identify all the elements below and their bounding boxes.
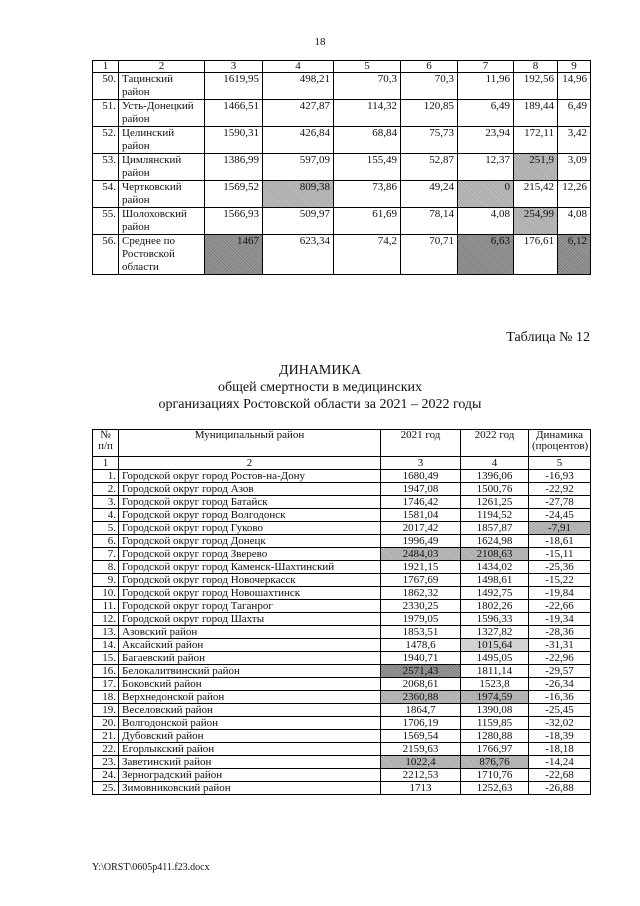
value-2022: 1500,76	[461, 483, 529, 496]
value-cell: 61,69	[334, 208, 401, 235]
top-header-cell: 5	[334, 61, 401, 73]
table-row	[93, 691, 591, 704]
table-row	[93, 665, 591, 678]
top-header-cell: 2	[119, 61, 205, 73]
table-row	[93, 561, 591, 574]
table-row	[93, 181, 591, 208]
value-2021: 2017,42	[381, 522, 461, 535]
value-dynamics: -18,61	[529, 535, 591, 548]
value-2022: 1624,98	[461, 535, 529, 548]
value-dynamics: -14,24	[529, 756, 591, 769]
value-2022: 1159,85	[461, 717, 529, 730]
table-row	[93, 626, 591, 639]
table-row	[93, 127, 591, 154]
row-number: 22.	[93, 743, 119, 756]
district-name: Дубовский район	[119, 730, 381, 743]
header-2022: 2022 год	[461, 430, 529, 457]
value-2022: 1802,26	[461, 600, 529, 613]
district-name: Целинский район	[119, 127, 205, 154]
row-number: 2.	[93, 483, 119, 496]
table-label: Таблица № 12	[506, 330, 590, 345]
value-cell: 192,56	[514, 73, 558, 100]
column-number-cell: 5	[529, 457, 591, 470]
row-number: 3.	[93, 496, 119, 509]
row-number: 55.	[93, 208, 119, 235]
row-number: 6.	[93, 535, 119, 548]
value-cell: 12,26	[558, 181, 591, 208]
value-cell: 73,86	[334, 181, 401, 208]
table-row	[93, 730, 591, 743]
value-cell: 1569,52	[205, 181, 263, 208]
table-row	[93, 756, 591, 769]
header-district: Муниципальный район	[119, 430, 381, 457]
top-table-body	[93, 61, 591, 275]
table-row	[93, 496, 591, 509]
top-header-cell: 1	[93, 61, 119, 73]
value-cell: 6,49	[558, 100, 591, 127]
value-cell: 14,96	[558, 73, 591, 100]
value-2022: 1280,88	[461, 730, 529, 743]
value-2022: 1390,08	[461, 704, 529, 717]
value-2021: 1767,69	[381, 574, 461, 587]
value-cell: 78,14	[401, 208, 458, 235]
row-number: 20.	[93, 717, 119, 730]
value-dynamics: -7,91	[529, 522, 591, 535]
value-2022: 1811,14	[461, 665, 529, 678]
table-row	[93, 509, 591, 522]
column-number-cell: 1	[93, 457, 119, 470]
row-number: 5.	[93, 522, 119, 535]
value-cell: 809,38	[263, 181, 334, 208]
value-2021: 2068,61	[381, 678, 461, 691]
table-row	[93, 208, 591, 235]
row-number: 7.	[93, 548, 119, 561]
district-name: Городской округ город Донецк	[119, 535, 381, 548]
district-name: Городской округ город Гуково	[119, 522, 381, 535]
value-2021: 1940,71	[381, 652, 461, 665]
value-dynamics: -27,78	[529, 496, 591, 509]
district-name: Городской округ город Ростов-на-Дону	[119, 470, 381, 483]
column-number-cell: 2	[119, 457, 381, 470]
value-2021: 2484,03	[381, 548, 461, 561]
bottom-table-body	[93, 430, 591, 795]
table-row	[93, 483, 591, 496]
value-2022: 876,76	[461, 756, 529, 769]
row-number: 50.	[93, 73, 119, 100]
value-2021: 2159,63	[381, 743, 461, 756]
row-number: 53.	[93, 154, 119, 181]
row-number: 18.	[93, 691, 119, 704]
value-cell: 254,99	[514, 208, 558, 235]
value-cell: 23,94	[458, 127, 514, 154]
value-2021: 2360,88	[381, 691, 461, 704]
table-row	[93, 639, 591, 652]
value-2021: 2330,25	[381, 600, 461, 613]
district-name: Городской округ город Зверево	[119, 548, 381, 561]
value-2021: 1022,4	[381, 756, 461, 769]
value-2022: 1596,33	[461, 613, 529, 626]
bottom-header-row	[93, 430, 591, 457]
row-number: 51.	[93, 100, 119, 127]
district-name: Заветинский район	[119, 756, 381, 769]
value-dynamics: -18,39	[529, 730, 591, 743]
value-cell: 0	[458, 181, 514, 208]
value-2022: 1495,05	[461, 652, 529, 665]
value-2022: 1015,64	[461, 639, 529, 652]
value-2021: 1864,7	[381, 704, 461, 717]
row-number: 10.	[93, 587, 119, 600]
table-row	[93, 652, 591, 665]
value-dynamics: -19,84	[529, 587, 591, 600]
header-num: № п/п	[93, 430, 119, 457]
table-row	[93, 743, 591, 756]
table-row	[93, 600, 591, 613]
row-number: 13.	[93, 626, 119, 639]
row-number: 4.	[93, 509, 119, 522]
value-cell: 6,49	[458, 100, 514, 127]
district-name: Городской округ город Волгодонск	[119, 509, 381, 522]
value-2021: 1921,15	[381, 561, 461, 574]
district-name: Волгодонской район	[119, 717, 381, 730]
district-name: Городской округ город Шахты	[119, 613, 381, 626]
row-number: 1.	[93, 470, 119, 483]
value-cell: 1466,51	[205, 100, 263, 127]
value-dynamics: -16,36	[529, 691, 591, 704]
row-number: 25.	[93, 782, 119, 795]
value-cell: 49,24	[401, 181, 458, 208]
value-2022: 1194,52	[461, 509, 529, 522]
value-2021: 1853,51	[381, 626, 461, 639]
top-header-cell: 3	[205, 61, 263, 73]
value-2021: 1947,08	[381, 483, 461, 496]
value-2022: 1492,75	[461, 587, 529, 600]
district-name: Цимлянский район	[119, 154, 205, 181]
district-name: Усть-Донецкий район	[119, 100, 205, 127]
value-cell: 3,42	[558, 127, 591, 154]
row-number: 52.	[93, 127, 119, 154]
bottom-column-number-row	[93, 457, 591, 470]
value-2021: 1713	[381, 782, 461, 795]
value-2021: 2571,43	[381, 665, 461, 678]
column-number-cell: 4	[461, 457, 529, 470]
top-header-row	[93, 61, 591, 73]
value-2021: 1996,49	[381, 535, 461, 548]
row-number: 16.	[93, 665, 119, 678]
table-row	[93, 678, 591, 691]
value-cell: 4,08	[458, 208, 514, 235]
value-2021: 1706,19	[381, 717, 461, 730]
district-name: Городской округ город Батайск	[119, 496, 381, 509]
value-cell: 74,2	[334, 235, 401, 275]
value-2022: 1252,63	[461, 782, 529, 795]
value-2022: 1498,61	[461, 574, 529, 587]
row-number: 9.	[93, 574, 119, 587]
district-name: Азовский район	[119, 626, 381, 639]
table-row	[93, 100, 591, 127]
value-2022: 1974,59	[461, 691, 529, 704]
top-header-cell: 7	[458, 61, 514, 73]
table-row	[93, 574, 591, 587]
value-dynamics: -22,68	[529, 769, 591, 782]
value-2022: 1710,76	[461, 769, 529, 782]
value-cell: 1619,95	[205, 73, 263, 100]
row-number: 11.	[93, 600, 119, 613]
value-cell: 426,84	[263, 127, 334, 154]
header-2021: 2021 год	[381, 430, 461, 457]
value-cell: 1566,93	[205, 208, 263, 235]
district-name: Веселовский район	[119, 704, 381, 717]
value-cell: 6,12	[558, 235, 591, 275]
district-name: Городской округ город Новошахтинск	[119, 587, 381, 600]
value-2021: 1746,42	[381, 496, 461, 509]
value-dynamics: -25,45	[529, 704, 591, 717]
value-cell: 215,42	[514, 181, 558, 208]
district-name: Городской округ город Таганрог	[119, 600, 381, 613]
table-row	[93, 587, 591, 600]
district-name: Городской округ город Новочеркасск	[119, 574, 381, 587]
district-name: Егорлыкский район	[119, 743, 381, 756]
district-name: Зерноградский район	[119, 769, 381, 782]
value-dynamics: -26,88	[529, 782, 591, 795]
value-dynamics: -22,96	[529, 652, 591, 665]
value-dynamics: -26,34	[529, 678, 591, 691]
value-dynamics: -22,92	[529, 483, 591, 496]
value-2021: 2212,53	[381, 769, 461, 782]
value-cell: 1386,99	[205, 154, 263, 181]
value-2021: 1680,49	[381, 470, 461, 483]
value-2022: 1523,8	[461, 678, 529, 691]
row-number: 14.	[93, 639, 119, 652]
value-cell: 427,87	[263, 100, 334, 127]
value-2022: 1396,06	[461, 470, 529, 483]
district-name: Аксайский район	[119, 639, 381, 652]
value-dynamics: -16,93	[529, 470, 591, 483]
value-cell: 12,37	[458, 154, 514, 181]
value-cell: 68,84	[334, 127, 401, 154]
column-number-cell: 3	[381, 457, 461, 470]
table-row	[93, 73, 591, 100]
row-number: 56.	[93, 235, 119, 275]
value-2021: 1478,6	[381, 639, 461, 652]
value-2022: 1434,02	[461, 561, 529, 574]
table-row	[93, 154, 591, 181]
row-number: 12.	[93, 613, 119, 626]
table-row	[93, 535, 591, 548]
value-cell: 75,73	[401, 127, 458, 154]
value-cell: 172,11	[514, 127, 558, 154]
value-2022: 1327,82	[461, 626, 529, 639]
value-2022: 1857,87	[461, 522, 529, 535]
value-dynamics: -24,45	[529, 509, 591, 522]
value-cell: 11,96	[458, 73, 514, 100]
table-row	[93, 704, 591, 717]
district-name: Городской округ город Каменск-Шахтинский	[119, 561, 381, 574]
district-name: Зимовниковский район	[119, 782, 381, 795]
top-header-cell: 6	[401, 61, 458, 73]
district-name: Тацинский район	[119, 73, 205, 100]
value-cell: 251,9	[514, 154, 558, 181]
top-header-cell: 9	[558, 61, 591, 73]
row-number: 17.	[93, 678, 119, 691]
value-2022: 2108,63	[461, 548, 529, 561]
value-cell: 70,3	[334, 73, 401, 100]
value-cell: 3,09	[558, 154, 591, 181]
district-name: Чертковский район	[119, 181, 205, 208]
value-dynamics: -32,02	[529, 717, 591, 730]
table-row	[93, 769, 591, 782]
row-number: 8.	[93, 561, 119, 574]
footer-file-path: Y:\ORST\0605p411.f23.docx	[92, 862, 210, 873]
district-name: Городской округ город Азов	[119, 483, 381, 496]
value-cell: 114,32	[334, 100, 401, 127]
top-header-cell: 4	[263, 61, 334, 73]
district-name: Боковский район	[119, 678, 381, 691]
row-number: 19.	[93, 704, 119, 717]
district-name: Белокалитвинский район	[119, 665, 381, 678]
value-cell: 155,49	[334, 154, 401, 181]
value-dynamics: -28,36	[529, 626, 591, 639]
row-number: 15.	[93, 652, 119, 665]
value-dynamics: -15,22	[529, 574, 591, 587]
value-2021: 1569,54	[381, 730, 461, 743]
value-2021: 1862,32	[381, 587, 461, 600]
value-dynamics: -19,34	[529, 613, 591, 626]
value-cell: 1467	[205, 235, 263, 275]
value-dynamics: -15,11	[529, 548, 591, 561]
table-title-line2: общей смертности в медицинских	[217, 380, 423, 395]
table-row	[93, 470, 591, 483]
row-number: 54.	[93, 181, 119, 208]
value-dynamics: -22,66	[529, 600, 591, 613]
value-cell: 597,09	[263, 154, 334, 181]
value-dynamics: -29,57	[529, 665, 591, 678]
value-cell: 52,87	[401, 154, 458, 181]
district-name: Шолоховский район	[119, 208, 205, 235]
value-2022: 1261,25	[461, 496, 529, 509]
row-number: 21.	[93, 730, 119, 743]
table-row	[93, 782, 591, 795]
value-cell: 509,97	[263, 208, 334, 235]
district-name: Среднее по Ростовской области	[119, 235, 205, 275]
value-cell: 498,21	[263, 73, 334, 100]
value-cell: 6,63	[458, 235, 514, 275]
value-cell: 1590,31	[205, 127, 263, 154]
value-2022: 1766,97	[461, 743, 529, 756]
value-2021: 1581,04	[381, 509, 461, 522]
bottom-table	[92, 429, 591, 795]
value-cell: 70,71	[401, 235, 458, 275]
district-name: Багаевский район	[119, 652, 381, 665]
top-table	[92, 60, 591, 275]
value-cell: 176,61	[514, 235, 558, 275]
district-name: Верхнедонской район	[119, 691, 381, 704]
value-2021: 1979,05	[381, 613, 461, 626]
table-row	[93, 522, 591, 535]
row-number: 23.	[93, 756, 119, 769]
table-row	[93, 548, 591, 561]
page-number: 18	[314, 36, 326, 48]
value-cell: 623,34	[263, 235, 334, 275]
table-title-line3: организациях Ростовской области за 2021 – 2022 годы	[158, 397, 482, 412]
row-number: 24.	[93, 769, 119, 782]
table-title-line1: ДИНАМИКА	[279, 363, 361, 378]
value-dynamics: -31,31	[529, 639, 591, 652]
value-cell: 70,3	[401, 73, 458, 100]
value-cell: 189,44	[514, 100, 558, 127]
top-header-cell: 8	[514, 61, 558, 73]
value-cell: 4,08	[558, 208, 591, 235]
value-cell: 120,85	[401, 100, 458, 127]
value-dynamics: -25,36	[529, 561, 591, 574]
value-dynamics: -18,18	[529, 743, 591, 756]
table-row	[93, 235, 591, 275]
header-dynamics: Динамика (процентов)	[529, 430, 591, 457]
table-row	[93, 613, 591, 626]
table-row	[93, 717, 591, 730]
